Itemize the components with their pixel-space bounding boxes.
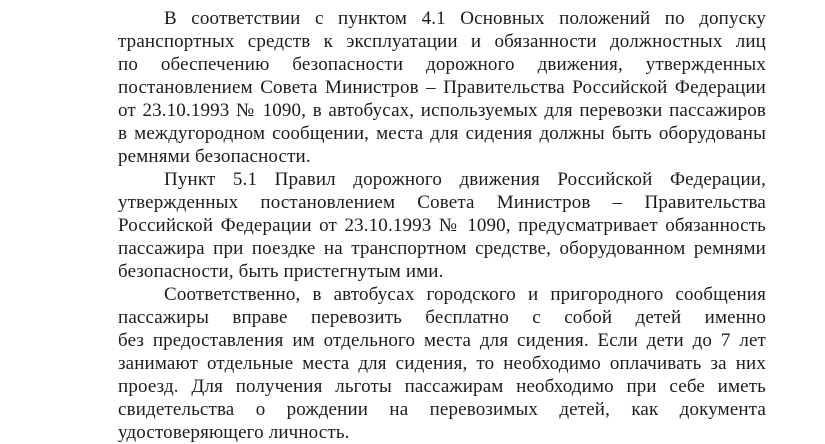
paragraph-1-line-7: ремнями безопасности. (118, 146, 311, 167)
paragraph-3-line-3: без предоставления им отдельного места для сидения. Если дети до 7 лет (118, 330, 766, 351)
paragraph-1-line-1: В соответствии с пунктом 4.1 Основных положений по допуску (164, 8, 766, 29)
paragraph-1-line-5: от 23.10.1993 № 1090, в автобусах, используемых для перевозки пассажиров (118, 100, 766, 121)
paragraph-1-line-3: по обеспечению безопасности дорожного движения, утвержденных (118, 54, 766, 75)
paragraph-2-line-2: утвержденных постановлением Совета Министров – Правительства (118, 192, 766, 213)
paragraph-2-line-3: Российской Федерации от 23.10.1993 № 1090, предусматривает обязанность (118, 215, 766, 236)
paragraph-1-line-4: постановлением Совета Министров – Правительства Российской Федерации (118, 77, 766, 98)
paragraph-1-line-6: в междугородном сообщении, места для сидения должны быть оборудованы (118, 123, 766, 144)
paragraph-3-line-4: занимают отдельные места для сидения, то необходимо оплачивать за них (118, 353, 766, 374)
paragraph-3-line-2: пассажиры вправе перевозить бесплатно с собой детей именно (118, 307, 766, 328)
paragraph-3-line-7: удостоверяющего личность. (118, 422, 350, 443)
paragraph-2-line-5: безопасности, быть пристегнутым ими. (118, 261, 444, 282)
paragraph-2-line-1: Пункт 5.1 Правил дорожного движения Российской Федерации, (164, 169, 766, 190)
paragraph-3-line-6: свидетельства о рождении на перевозимых детей, как документа (118, 399, 766, 420)
paragraph-3-line-5: проезд. Для получения льготы пассажирам необходимо при себе иметь (118, 376, 766, 397)
paragraph-2-line-4: пассажира при поездке на транспортном средстве, оборудованном ремнями (118, 238, 766, 259)
paragraph-3-line-1: Соответственно, в автобусах городского и пригородного сообщения (164, 284, 766, 305)
paragraph-1-line-2: транспортных средств к эксплуатации и обязанности должностных лиц (118, 31, 766, 52)
